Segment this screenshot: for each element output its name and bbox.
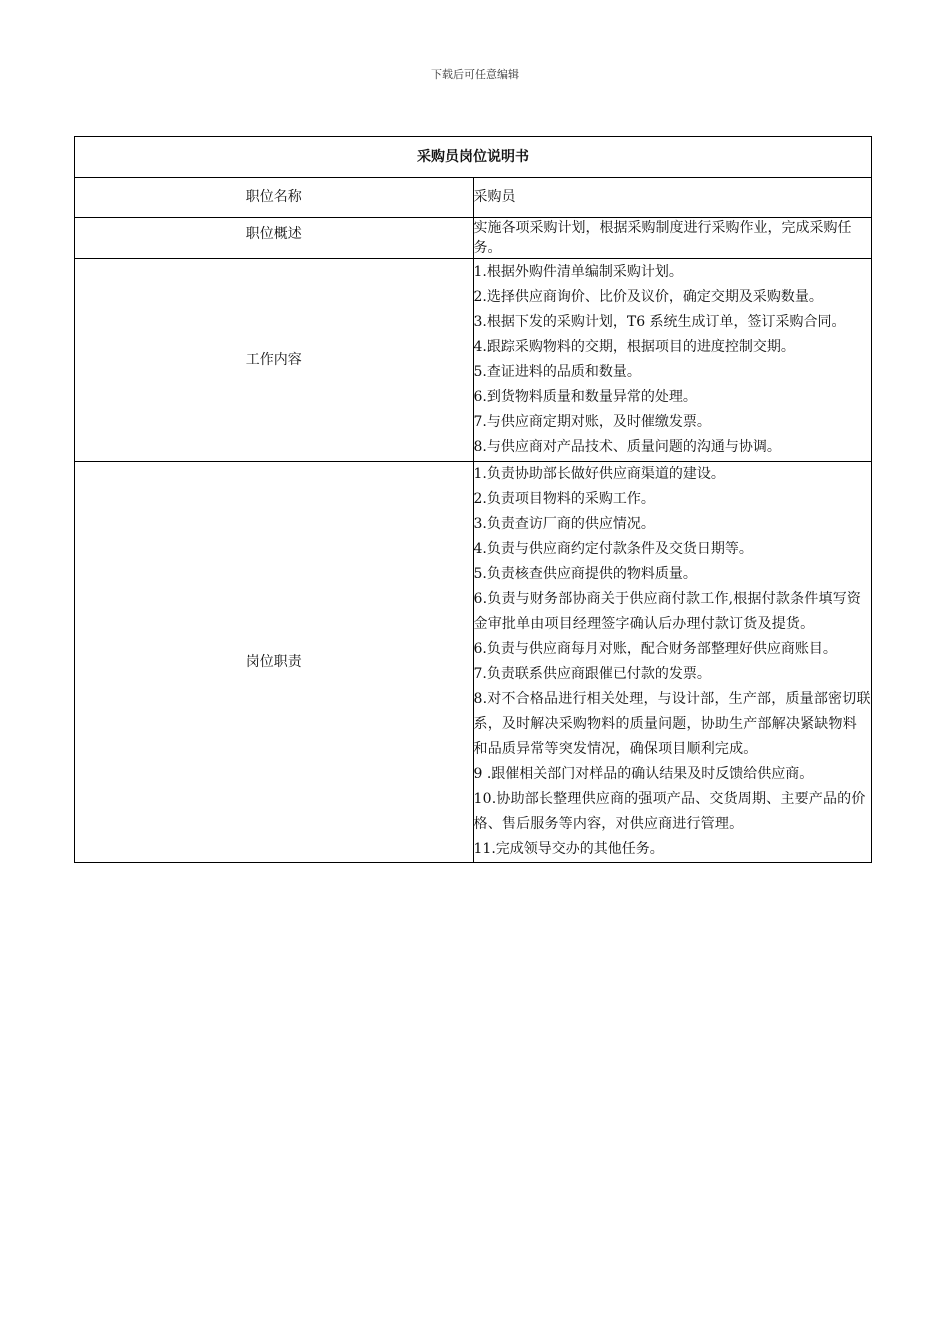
list-item: 2.选择供应商询价、比价及议价，确定交期及采购数量。 bbox=[473, 289, 823, 305]
document-title: 采购员岗位说明书 bbox=[75, 137, 872, 178]
title-row bbox=[75, 137, 872, 178]
list-item: 7.负责联系供应商跟催已付款的发票。 bbox=[473, 666, 711, 682]
list-item: 7.与供应商定期对账，及时催缴发票。 bbox=[473, 414, 711, 430]
list-item: 5.查证进料的品质和数量。 bbox=[473, 364, 641, 380]
list-item: 4.负责与供应商约定付款条件及交货日期等。 bbox=[473, 541, 753, 557]
summary-label: 职位概述 bbox=[75, 218, 474, 259]
list-item: 6.负责与财务部协商关于供应商付款工作,根据付款条件填写资金审批单由项目经理签字确认后办理付款订货及提货。 bbox=[473, 591, 862, 632]
duties-label: 岗位职责 bbox=[75, 462, 474, 863]
work-content-list bbox=[473, 259, 872, 462]
list-item: 1.根据外购件清单编制采购计划。 bbox=[473, 264, 683, 280]
position-name-row bbox=[75, 178, 872, 218]
job-description-table bbox=[74, 136, 872, 863]
summary-row bbox=[75, 218, 872, 259]
list-item: 8.与供应商对产品技术、质量问题的沟通与协调。 bbox=[473, 439, 781, 455]
work-content-label: 工作内容 bbox=[75, 259, 474, 462]
summary-value: 实施各项采购计划，根据采购制度进行采购作业，完成采购任务。 bbox=[473, 218, 872, 259]
work-content-row bbox=[75, 259, 872, 462]
list-item: 5.负责核查供应商提供的物料质量。 bbox=[473, 566, 697, 582]
list-item: 11.完成领导交办的其他任务。 bbox=[473, 841, 664, 857]
list-item: 1.负责协助部长做好供应商渠道的建设。 bbox=[473, 466, 725, 482]
list-item: 3.负责查访厂商的供应情况。 bbox=[473, 516, 655, 532]
list-item: 9 .跟催相关部门对样品的确认结果及时反馈给供应商。 bbox=[473, 766, 814, 782]
list-item: 2.负责项目物料的采购工作。 bbox=[473, 491, 655, 507]
duties-list bbox=[473, 462, 872, 863]
list-item: 8.对不合格品进行相关处理，与设计部，生产部，质量部密切联系，及时解决采购物料的质量问题，协助生产部解决紧缺物料和品质异常等突发情况，确保项目顺利完成。 bbox=[473, 691, 871, 757]
list-item: 10.协助部长整理供应商的强项产品、交货周期、主要产品的价格、售后服务等内容，对供应商进行管理。 bbox=[473, 791, 866, 832]
list-item: 4.跟踪采购物料的交期，根据项目的进度控制交期。 bbox=[473, 339, 795, 355]
list-item: 3.根据下发的采购计划，T6 系统生成订单，签订采购合同。 bbox=[473, 314, 846, 330]
list-item: 6.到货物料质量和数量异常的处理。 bbox=[473, 389, 697, 405]
list-item: 6.负责与供应商每月对账，配合财务部整理好供应商账目。 bbox=[473, 641, 837, 657]
position-name-value: 采购员 bbox=[473, 178, 872, 218]
header-note: 下载后可任意编辑 bbox=[431, 68, 519, 81]
position-name-label: 职位名称 bbox=[75, 178, 474, 218]
duties-row bbox=[75, 462, 872, 863]
